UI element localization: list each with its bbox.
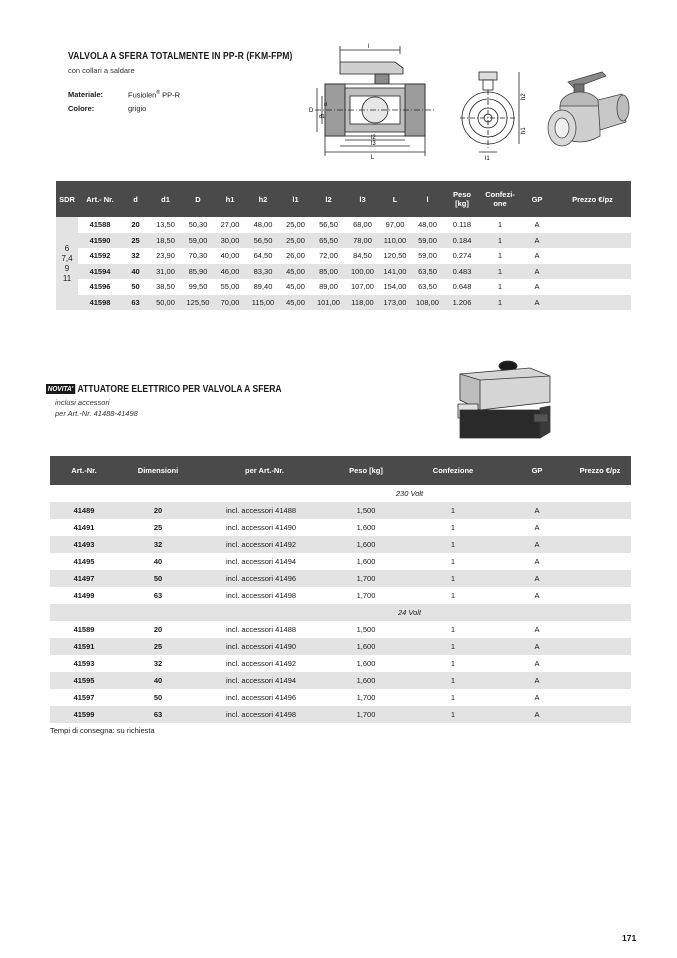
article-number-cell: 41499	[50, 587, 118, 604]
section2-sub-line2: per Art.-Nr. 41488-41498	[55, 409, 138, 418]
table-cell: A	[505, 570, 569, 587]
col-header: GP	[520, 181, 554, 217]
table-cell: incl. accessori 41488	[198, 502, 331, 519]
col-header: Dimensioni	[118, 456, 198, 485]
table-cell: 120,50	[379, 248, 411, 264]
table-cell: 56,50	[311, 217, 346, 233]
col-header: l3	[346, 181, 379, 217]
table-cell: A	[520, 279, 554, 295]
valve-section-drawing	[305, 40, 445, 162]
col-header: h2	[246, 181, 280, 217]
table-cell: 108,00	[411, 295, 444, 311]
table-cell: 1	[401, 553, 505, 570]
voltage-group-row	[50, 485, 631, 502]
table-cell: 25	[118, 519, 198, 536]
table-cell: A	[505, 672, 569, 689]
table-cell: A	[505, 502, 569, 519]
table-cell: 70,00	[214, 295, 246, 311]
table-cell: A	[505, 553, 569, 570]
section2-sub-line1: inclusi accessori	[55, 398, 110, 407]
table-cell	[569, 706, 631, 723]
table-cell: 85,90	[182, 264, 214, 280]
table-cell: 55,00	[214, 279, 246, 295]
section1-subtitle: con collari a saldare	[68, 66, 135, 75]
table-cell: 20	[122, 217, 149, 233]
table-cell: 45,00	[280, 295, 311, 311]
table-cell: 1,600	[331, 553, 401, 570]
col-header: D	[182, 181, 214, 217]
table-cell: 1,700	[331, 706, 401, 723]
article-number-cell: 41491	[50, 519, 118, 536]
table-cell: 89,00	[311, 279, 346, 295]
table-cell: 1,500	[331, 502, 401, 519]
voltage-group-label: 230 Volt	[50, 485, 631, 502]
section1-title: VALVOLA A SFERA TOTALMENTE IN PP-R (FKM-FPM)	[68, 51, 293, 62]
table-cell: 23,90	[149, 248, 182, 264]
table-row	[50, 553, 631, 570]
voltage-group-label: 24 Volt	[50, 604, 631, 621]
table-cell: 40,00	[214, 248, 246, 264]
dim-L-label: L	[371, 155, 375, 161]
table-cell: A	[505, 621, 569, 638]
table-cell: 1,700	[331, 570, 401, 587]
table-cell: 40	[118, 553, 198, 570]
table-cell: 1	[480, 279, 520, 295]
voltage-group-row	[50, 604, 631, 621]
dim-D-label: D	[309, 108, 314, 114]
table-cell: 1	[480, 264, 520, 280]
table-cell: 110,00	[379, 233, 411, 249]
col-header: Confezione	[401, 456, 505, 485]
dim-l-label: l	[368, 44, 370, 50]
article-number-cell: 41495	[50, 553, 118, 570]
table-cell	[554, 217, 631, 233]
col-header: Peso [kg]	[331, 456, 401, 485]
table-cell: 83,30	[246, 264, 280, 280]
col-header: Prezzo €/pz	[554, 181, 631, 217]
table-cell: 59,00	[411, 233, 444, 249]
table-row	[56, 295, 631, 311]
table-cell: 1,600	[331, 638, 401, 655]
table-cell: 118,00	[346, 295, 379, 311]
table-cell: 1	[401, 502, 505, 519]
table-cell	[569, 519, 631, 536]
col-header: Art.-Nr.	[50, 456, 118, 485]
table-cell: 20	[118, 502, 198, 519]
table-cell: 45,00	[280, 279, 311, 295]
table-row	[50, 672, 631, 689]
table-cell: 50	[118, 689, 198, 706]
table-cell: 1	[401, 655, 505, 672]
table-cell: A	[520, 217, 554, 233]
table-cell: incl. accessori 41496	[198, 570, 331, 587]
article-number-cell: 41594	[78, 264, 122, 280]
table-row	[56, 279, 631, 295]
table-cell	[569, 672, 631, 689]
table-cell: 1	[480, 233, 520, 249]
table-cell	[554, 295, 631, 311]
table-cell: 1	[401, 621, 505, 638]
article-number-cell: 41489	[50, 502, 118, 519]
table-cell: 40	[122, 264, 149, 280]
table-cell: 1	[401, 519, 505, 536]
col-header: per Art.-Nr.	[198, 456, 331, 485]
table-cell	[554, 264, 631, 280]
col-header: Art.- Nr.	[78, 181, 122, 217]
col-header: GP	[505, 456, 569, 485]
new-badge: NOVITA'	[47, 384, 74, 393]
table-cell: 1,600	[331, 655, 401, 672]
table-cell: 1	[401, 587, 505, 604]
actuator-table	[50, 456, 631, 723]
table-cell: 38,50	[149, 279, 182, 295]
table-row	[50, 706, 631, 723]
table-cell: 46,00	[214, 264, 246, 280]
table-cell	[569, 536, 631, 553]
dim-d1-label: d1	[319, 114, 325, 120]
table-cell: 26,00	[280, 248, 311, 264]
col-header: d	[122, 181, 149, 217]
table-cell: incl. accessori 41492	[198, 536, 331, 553]
dim-l3-label: l3	[371, 141, 376, 147]
color-value: grigio	[128, 104, 147, 113]
table-row	[50, 621, 631, 638]
table-cell: 50	[122, 279, 149, 295]
table-cell: 63	[118, 587, 198, 604]
valve-product-image	[540, 66, 630, 162]
table-cell	[569, 621, 631, 638]
col-header: Peso [kg]	[444, 181, 480, 217]
table-cell: 65,50	[311, 233, 346, 249]
table-cell: A	[505, 519, 569, 536]
table-cell: 84,50	[346, 248, 379, 264]
table-row	[50, 570, 631, 587]
table-cell: 78,00	[346, 233, 379, 249]
col-header: l1	[280, 181, 311, 217]
table-cell: A	[505, 638, 569, 655]
section2-title: NOVITA' ATTUATORE ELETTRICO PER VALVOLA A SFERA	[47, 384, 282, 395]
table-cell	[569, 570, 631, 587]
table-cell: 141,00	[379, 264, 411, 280]
table-cell: 59,00	[411, 248, 444, 264]
table-cell: A	[505, 706, 569, 723]
col-header: h1	[214, 181, 246, 217]
table-cell: incl. accessori 41496	[198, 689, 331, 706]
table-cell: A	[505, 536, 569, 553]
table-cell: 32	[118, 655, 198, 672]
table-cell: incl. accessori 41490	[198, 519, 331, 536]
col-header: L	[379, 181, 411, 217]
delivery-note: Tempi di consegna: su richiesta	[50, 726, 155, 735]
dim-l2-label: l2	[371, 135, 376, 141]
table-cell	[569, 638, 631, 655]
table-cell: 25	[118, 638, 198, 655]
col-header: Prezzo €/pz	[569, 456, 631, 485]
table-cell: 1.206	[444, 295, 480, 311]
article-number-cell: 41593	[50, 655, 118, 672]
table-cell: 0.118	[444, 217, 480, 233]
table-cell: 97,00	[379, 217, 411, 233]
table-cell: 72,00	[311, 248, 346, 264]
table-row	[56, 264, 631, 280]
table-cell: 27,00	[214, 217, 246, 233]
table-cell: incl. accessori 41494	[198, 553, 331, 570]
table-cell	[569, 587, 631, 604]
dim-h1-label: h1	[521, 127, 527, 134]
table-cell: 1,600	[331, 519, 401, 536]
table-cell: 25,00	[280, 217, 311, 233]
table-cell	[569, 502, 631, 519]
table-row	[50, 689, 631, 706]
table-cell: incl. accessori 41490	[198, 638, 331, 655]
table-cell: 68,00	[346, 217, 379, 233]
table-cell: 1,600	[331, 672, 401, 689]
table-cell: 25,00	[280, 233, 311, 249]
table-cell: 63	[122, 295, 149, 311]
table-cell: 0.274	[444, 248, 480, 264]
table-cell: 1	[480, 217, 520, 233]
table-cell: 70,30	[182, 248, 214, 264]
actuator-product-image	[450, 360, 560, 446]
table-cell: A	[505, 587, 569, 604]
table-cell	[554, 279, 631, 295]
table-row	[50, 655, 631, 672]
table-cell: 13,50	[149, 217, 182, 233]
sdr-cell: 6 7,4 9 11	[56, 217, 78, 310]
table-cell: 40	[118, 672, 198, 689]
table-row	[50, 502, 631, 519]
table-cell: 1,500	[331, 621, 401, 638]
dim-l1-label: l1	[485, 156, 490, 162]
table-cell: 89,40	[246, 279, 280, 295]
table-row	[56, 233, 631, 249]
table-cell: A	[505, 655, 569, 672]
table-cell: 173,00	[379, 295, 411, 311]
table-cell: 63,50	[411, 279, 444, 295]
table-cell: 85,00	[311, 264, 346, 280]
valve-front-drawing	[455, 70, 530, 162]
valve-dimensions-table	[56, 181, 631, 310]
table-cell: 1,700	[331, 689, 401, 706]
table-cell: 25	[122, 233, 149, 249]
table-cell: 32	[118, 536, 198, 553]
table-cell	[569, 553, 631, 570]
col-header: d1	[149, 181, 182, 217]
col-header: Confezi- one	[480, 181, 520, 217]
table-cell: incl. accessori 41488	[198, 621, 331, 638]
col-header: SDR	[56, 181, 78, 217]
table-row	[56, 248, 631, 264]
article-number-cell: 41596	[78, 279, 122, 295]
dim-d-label: d	[324, 102, 327, 108]
table-cell: 50,30	[182, 217, 214, 233]
table-cell: A	[505, 689, 569, 706]
table-cell: 1	[401, 638, 505, 655]
article-number-cell: 41592	[78, 248, 122, 264]
table-cell: 63	[118, 706, 198, 723]
table-cell: 50,00	[149, 295, 182, 311]
table-cell: 154,00	[379, 279, 411, 295]
table-row	[50, 638, 631, 655]
table-cell	[569, 689, 631, 706]
table-cell: 1,700	[331, 587, 401, 604]
table-cell: 1	[480, 248, 520, 264]
table-cell: 30,00	[214, 233, 246, 249]
color-label: Colore:	[68, 104, 95, 113]
table-cell	[569, 655, 631, 672]
table-cell: 1	[401, 536, 505, 553]
table-cell: 45,00	[280, 264, 311, 280]
table-cell: A	[520, 264, 554, 280]
table-cell: 1	[401, 570, 505, 587]
table-cell: 50	[118, 570, 198, 587]
table-cell: 1	[480, 295, 520, 311]
article-number-cell: 41497	[50, 570, 118, 587]
article-number-cell: 41591	[50, 638, 118, 655]
table-cell: A	[520, 295, 554, 311]
table-cell: 1	[401, 689, 505, 706]
table-cell: 99,50	[182, 279, 214, 295]
page-number: 171	[622, 933, 637, 943]
table-cell: 1	[401, 706, 505, 723]
table-cell: 107,00	[346, 279, 379, 295]
table-cell: incl. accessori 41494	[198, 672, 331, 689]
article-number-cell: 41598	[78, 295, 122, 311]
table-cell: 101,00	[311, 295, 346, 311]
table-cell: 56,50	[246, 233, 280, 249]
article-number-cell: 41595	[50, 672, 118, 689]
table-cell: 115,00	[246, 295, 280, 311]
table-cell: 0.184	[444, 233, 480, 249]
article-number-cell: 41589	[50, 621, 118, 638]
table-cell: 0.483	[444, 264, 480, 280]
table-cell: A	[520, 233, 554, 249]
material-label: Materiale:	[68, 90, 104, 99]
material-value: Fusiolen® PP-R	[128, 90, 181, 100]
table-row	[56, 217, 631, 233]
table-cell: incl. accessori 41498	[198, 587, 331, 604]
table-cell	[554, 248, 631, 264]
article-number-cell: 41493	[50, 536, 118, 553]
table-cell: 48,00	[411, 217, 444, 233]
table-row	[50, 519, 631, 536]
table-row	[50, 587, 631, 604]
table-header-row	[50, 456, 631, 485]
table-cell: 18,50	[149, 233, 182, 249]
article-number-cell: 41590	[78, 233, 122, 249]
table-cell: 59,00	[182, 233, 214, 249]
table-cell: 100,00	[346, 264, 379, 280]
article-number-cell: 41599	[50, 706, 118, 723]
table-cell: incl. accessori 41498	[198, 706, 331, 723]
col-header: l2	[311, 181, 346, 217]
table-cell: 63,50	[411, 264, 444, 280]
table-cell: A	[520, 248, 554, 264]
table-cell	[554, 233, 631, 249]
article-number-cell: 41588	[78, 217, 122, 233]
table-cell: incl. accessori 41492	[198, 655, 331, 672]
col-header: l	[411, 181, 444, 217]
table-cell: 64,50	[246, 248, 280, 264]
table-header-row	[56, 181, 631, 217]
table-row	[50, 536, 631, 553]
table-cell: 20	[118, 621, 198, 638]
article-number-cell: 41597	[50, 689, 118, 706]
table-cell: 0.648	[444, 279, 480, 295]
table-cell: 48,00	[246, 217, 280, 233]
table-cell: 1	[401, 672, 505, 689]
dim-h2-label: h2	[521, 93, 527, 100]
table-cell: 125,50	[182, 295, 214, 311]
table-cell: 1,600	[331, 536, 401, 553]
table-cell: 32	[122, 248, 149, 264]
table-cell: 31,00	[149, 264, 182, 280]
